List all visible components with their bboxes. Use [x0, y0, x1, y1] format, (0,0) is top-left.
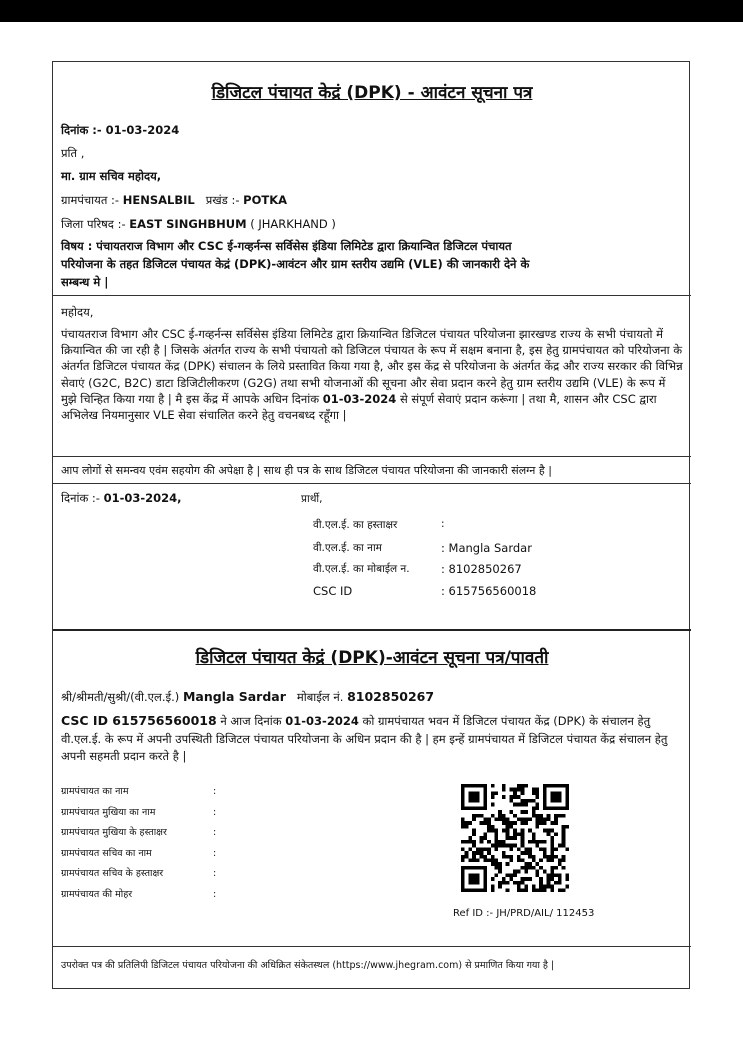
letter-body [61, 326, 683, 423]
document-frame [52, 61, 690, 989]
vle-sign-label: वी.एल.ई. का हस्ताक्षर [313, 519, 398, 531]
field-label: ग्रामपंचायत की मोहर [61, 888, 133, 900]
receipt-csc-id: CSC ID 615756560018 [61, 713, 217, 728]
footer-note: उपरोक्त पत्र की प्रतिलिपी डिजिटल पंचायत परियोजना की अधिक्रित संकेतस्थल (https://www.jhegram.com) से प्रमाणित किया गया है | [61, 960, 555, 971]
field-label: ग्रामपंचायत मुखिया का नाम [61, 806, 156, 818]
expectation-line: आप लोगों से समन्वय एवंम सहयोग की अपेक्षा है | साथ ही पत्र के साथ डिजिटल पंचायत परियोजना की जानकारी संलग्न है | [61, 464, 552, 477]
field-row [61, 885, 216, 906]
panchayat-fields [61, 782, 216, 905]
sign-date-value: 01-03-2024, [103, 491, 182, 505]
mobile-label: मोबाईल नं. [296, 690, 348, 704]
gp-label: ग्रामपंचायत :- [61, 193, 123, 207]
state-value: ( JHARKHAND ) [246, 217, 336, 231]
addressee: मा. ग्राम सचिव महोदय, [61, 169, 162, 183]
vle-name-label: वी.एल.ई. का नाम [313, 542, 382, 554]
prati-line: प्रति , [61, 146, 85, 160]
ref-id: Ref ID :- JH/PRD/AIL/ 112453 [453, 908, 595, 919]
field-colon: : [213, 786, 217, 797]
subject-line-3: सम्बन्ध मे | [61, 275, 109, 289]
field-row [61, 844, 216, 865]
sign-date-label: दिनांक :- [61, 491, 104, 505]
field-label: ग्रामपंचायत मुखिया के हस्ताक्षर [61, 827, 167, 838]
applicant-label: प्रार्थी, [301, 493, 323, 505]
field-row [61, 823, 216, 844]
subject-line-2: परियोजना के तहत डिजिटल पंचायत केद्रं (DPK)-आवंटन और ग्राम स्तरीय उद्यमि (VLE) की जानकारी देने के [61, 257, 530, 271]
body-text-2: से संपूर्ण सेवाएं प्रदान करूंगा | तथा मै, शासन और CSC द्वारा अभिलेख नियमानुसार VLE सेवा संचालित करने हेतु वचनबध्द रहूँगा | [61, 391, 657, 423]
receipt-date: 01-03-2024 [285, 714, 359, 728]
receipt-body [61, 712, 683, 766]
receipt-text-2: को ग्रामपंचायत भवन में डिजिटल पंचायत केंद्र (DPK) के संचालन हेतु वी.एल.ई. के रूप में अपनी उपस्थिती डिजिटल पंचायत परियोजना के अधिन प्रदान की है | हम इन्हें ग्रामपंचायत में डिजिटल पंचायत केंद्र संचालन हेतु अपनी सहमती प्रदान करते है | [61, 714, 668, 763]
district-value: EAST SINGHBHUM [129, 217, 247, 231]
body-date: 01-03-2024 [322, 391, 397, 406]
csc-id-value: : 615756560018 [441, 584, 537, 598]
district-label: जिला परिषद :- [61, 217, 130, 231]
salutation: महोदय, [61, 305, 94, 319]
qr-code [461, 784, 569, 892]
block-value: POTKA [243, 193, 288, 207]
body-text-1: पंचायतराज विभाग और CSC ई-गव्हर्नन्स सर्विसेस इंडिया लिमिटेड द्वारा क्रियान्वित डिजिटल पंचायत परियोजना झारखण्ड राज्य के सभी पंचायतो में क्रियान्वित की जा रही है | जिसके अंतर्गत राज्य के सभी पंचायतो को डिजिटल पंचायत के रूप में सक्षम बनाना है, इस हेतु ग्रामपंचायत को परियोजना के अंतर्गत डिजिटल पंचायत केंद्र (DPK) संचालन के लिये प्रस्तावित किया गया है, और इस केंद्र से परियोजना के अंतर्गत केंद्र और राज्य सरकार की विभिन्न सेवाएं (G2C, B2C) डाटा डिजिटीलीकरण (G2G) तथा सभी योजनाओं की सूचना और सेवा प्रदान करने हेतु ग्राम स्तरीय उद्यमि (VLE) के रूप में मुझे चिन्हित किया गया है | मै इस केंद्र में आपके अधिन दिनांक [61, 327, 683, 406]
field-label: ग्रामपंचायत सचिव का नाम [61, 847, 152, 859]
person-name: Mangla Sardar [182, 689, 286, 704]
block-label: प्रखंड :- [205, 193, 244, 207]
gp-block-line [61, 192, 287, 208]
field-label: ग्रामपंचायत सचिव के हस्ताक्षर [61, 868, 164, 879]
vle-name-value: : Mangla Sardar [441, 541, 532, 555]
section-separator [53, 629, 691, 631]
csc-id-label: CSC ID [313, 584, 353, 598]
field-row [61, 782, 216, 803]
divider [53, 295, 691, 296]
field-colon: : [213, 888, 217, 900]
mobile-value: 8102850267 [347, 689, 435, 704]
top-black-bar [0, 0, 743, 22]
field-row [61, 864, 216, 885]
receipt-title: डिजिटल पंचायत केद्रं (DPK)-आवंटन सूचना पत्र/पावती [195, 648, 549, 668]
district-line [61, 216, 336, 232]
person-prefix: श्री/श्रीमती/सुश्री/(वी.एल.ई.) [61, 690, 183, 704]
field-colon: : [213, 868, 217, 879]
letter-date: दिनांक :- 01-03-2024 [61, 123, 180, 137]
vle-mobile-label: वी.एल.ई. का मोबाईल न. [313, 563, 410, 575]
vle-mobile-value: : 8102850267 [441, 562, 522, 576]
subject-line-1: विषय : पंचायतराज विभाग और CSC ई-गव्हर्नन्स सर्विसेस इंडिया लिमिटेड द्वारा क्रियान्वित डिजिटल पंचायत [61, 239, 512, 253]
gp-value: HENSALBIL [122, 193, 195, 207]
letter-title: डिजिटल पंचायत केद्रं (DPK) - आवंटन सूचना पत्र [211, 83, 533, 103]
field-label: ग्रामपंचायत का नाम [61, 786, 129, 797]
sign-date [61, 490, 182, 506]
divider [53, 483, 691, 484]
divider [53, 946, 691, 947]
field-row [61, 803, 216, 824]
receipt-text-1: ने आज दिनांक [216, 714, 286, 728]
divider [53, 456, 691, 457]
field-colon: : [213, 806, 217, 818]
receipt-person-line [61, 689, 434, 705]
vle-sign-value: : [441, 518, 445, 530]
field-colon: : [213, 827, 217, 838]
field-colon: : [213, 847, 217, 859]
